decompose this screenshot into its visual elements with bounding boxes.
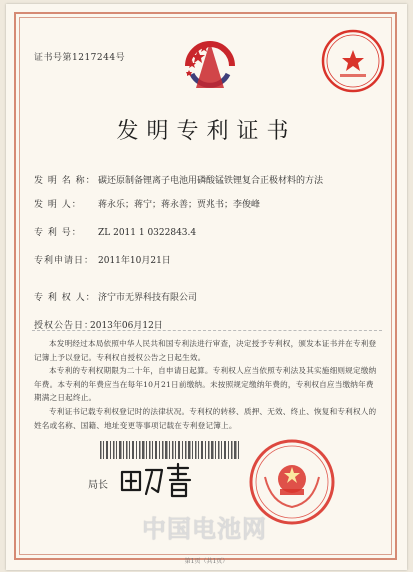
certificate-body [34, 337, 380, 432]
patent-holder-label: 专 利 权 人： [34, 293, 96, 303]
official-seal-top-icon [320, 28, 386, 94]
director-label: 局长 [88, 480, 108, 491]
certificate-number: 证书号第1217244号 [34, 53, 126, 63]
divider [32, 330, 382, 331]
patent-number-row [34, 225, 196, 238]
body-paragraph: 本专利的专利权期限为二十年，自申请日起算。专利权人应当依照专利法及其实施细则规定缴纳年费。本专利的年费应当在每年10月21日前缴纳。未按照规定缴纳年费的，专利权自应当缴纳年费期满之日起终止。 [34, 366, 377, 403]
filing-date-label: 专利申请日： [34, 256, 95, 266]
invention-name-row [34, 173, 323, 186]
invention-name-value: 碳还原制备锂离子电池用磷酸锰铁锂复合正极材料的方法 [98, 176, 324, 186]
filing-date-value: 2011年10月21日 [98, 256, 171, 266]
filing-date-row [34, 253, 171, 266]
grant-date-value: 2013年06月12日 [90, 321, 163, 331]
watermark: 中国电池网 [142, 515, 267, 543]
certificate-title: 发明专利证书 [116, 119, 297, 144]
inventor-value: 蒋永乐；蒋宁；蒋永善；贾兆书；李俊峰 [98, 200, 261, 210]
sipo-emblem-icon [178, 34, 242, 98]
director-signature-icon [118, 460, 194, 502]
invention-name-label: 发 明 名 称： [34, 176, 96, 186]
inventor-label: 发 明 人： [34, 200, 82, 210]
patent-number-label: 专 利 号： [34, 228, 82, 238]
grant-date-label: 授权公告日： [34, 321, 95, 331]
inventor-row [34, 197, 260, 210]
body-paragraph: 本发明经过本局依照中华人民共和国专利法进行审查，决定授予专利权，颁发本证书并在专利登记簿上予以登记。专利权自授权公告之日起生效。 [34, 339, 377, 362]
page-footer: 第1页（共1页） [184, 558, 229, 565]
patent-number-value: ZL 2011 1 0322843.4 [98, 228, 197, 238]
patent-holder-value: 济宁市无界科技有限公司 [98, 293, 198, 303]
barcode-icon [100, 441, 240, 459]
body-paragraph: 专利证书记载专利权登记时的法律状况。专利权的转移、质押、无效、终止、恢复和专利权人的姓名或名称、国籍、地址变更等事项记载在专利登记簿上。 [34, 406, 377, 430]
patent-holder-row [34, 290, 197, 303]
